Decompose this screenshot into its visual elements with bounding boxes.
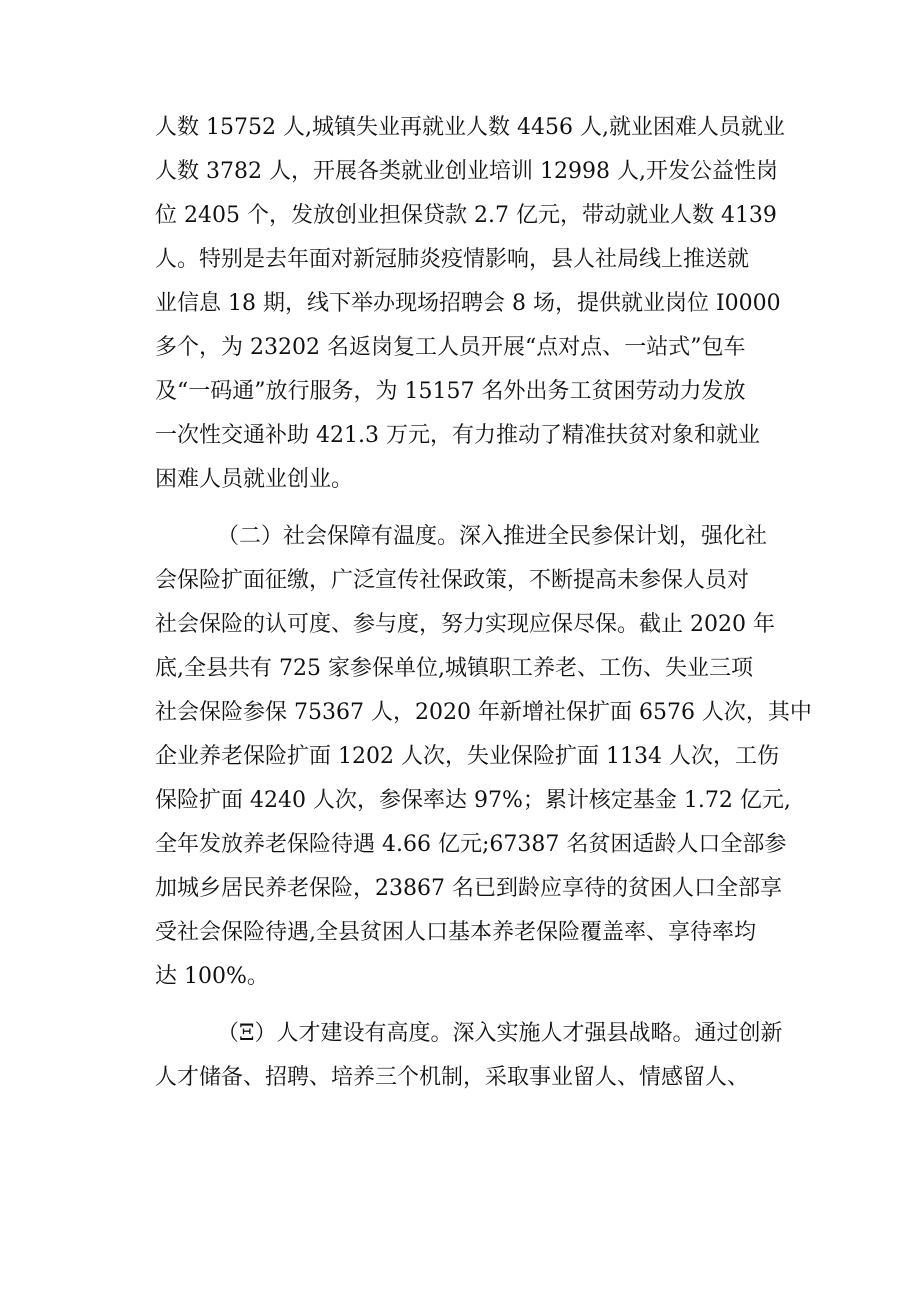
text-line: 底,全县共有 725 家参保单位,城镇职工养老、工伤、失业三项 xyxy=(155,656,753,681)
text-line: 企业养老保险扩面 1202 人次，失业保险扩面 1134 人次，工伤 xyxy=(155,744,779,769)
text-line: 保险扩面 4240 人次，参保率达 97%；累计核定基金 1.72 亿元, xyxy=(155,788,791,813)
text-line: 人才储备、招聘、培养三个机制，采取事业留人、情感留人、 xyxy=(155,1065,750,1090)
text-line: 人数 3782 人，开展各类就业创业培训 12998 人,开发公益性岗 xyxy=(155,159,778,184)
text-line: 人。特别是去年面对新冠肺炎疫情影响，县人社局线上推送就 xyxy=(155,247,750,272)
text-line: 困难人员就业创业。 xyxy=(155,467,354,492)
text-line: 人数 15752 人,城镇失业再就业人数 4456 人,就业困难人员就业 xyxy=(155,115,785,140)
text-line: 业信息 18 期，线下举办现场招聘会 8 场，提供就业岗位 I0000 xyxy=(155,291,781,316)
text-line: 社会保险的认可度、参与度，努力实现应保尽保。截止 2020 年 xyxy=(155,612,775,637)
text-line: 会保险扩面征缴，广泛宣传社保政策，不断提高未参保人员对 xyxy=(155,568,750,593)
text-line: 多个，为 23202 名返岗复工人员开展“点对点、一站式”包车 xyxy=(155,335,746,360)
text-line: 全年发放养老保险待遇 4.66 亿元;67387 名贫困适龄人口全部参 xyxy=(155,832,787,857)
text-line: 位 2405 个，发放创业担保贷款 2.7 亿元，带动就业人数 4139 xyxy=(155,203,777,228)
text-line: 一次性交通补助 421.3 万元，有力推动了精准扶贫对象和就业 xyxy=(155,423,760,448)
text-line: 达 100%。 xyxy=(155,964,269,989)
text-line: 加城乡居民养老保险，23867 名已到龄应享待的贫困人口全部享 xyxy=(155,876,782,901)
text-line: 及“一码通”放行服务，为 15157 名外出务工贫困劳动力发放 xyxy=(155,379,746,404)
text-line: 受社会保险待遇,全县贫困人口基本养老保险覆盖率、享待率均 xyxy=(155,920,756,945)
paragraph-heading-3: （Ξ）人才建设有高度。深入实施人才强县战略。通过创新 xyxy=(217,1021,783,1046)
text-line: 社会保险参保 75367 人，2020 年新增社保扩面 6576 人次，其中 xyxy=(155,700,812,725)
paragraph-heading-2: （二）社会保障有温度。深入推进全民参保计划，强化社 xyxy=(217,524,768,549)
